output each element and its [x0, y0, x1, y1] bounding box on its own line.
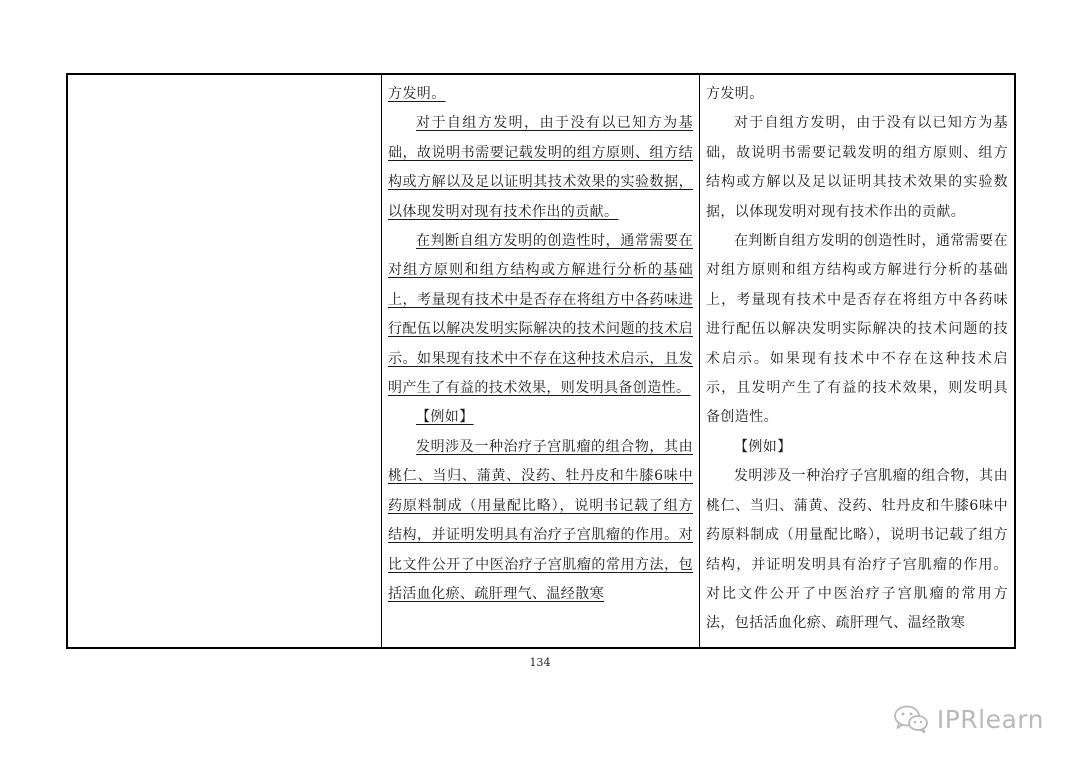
paragraph-text: 在判断自组方发明的创造性时，通常需要在对组方原则和组方结构或方解进行分析的基础上，考量现有技术中是否存在将组方中各药味进行配伍以解决发明实际解决的技术问题的技术启示。如果现有技术中不存在这种技术启示，且发明产生了有益的技术效果，则发明具备创造性。: [388, 233, 693, 397]
paragraph-text: 发明涉及一种治疗子宫肌瘤的组合物，其由桃仁、当归、蒲黄、没药、牡丹皮和牛膝6味中药原料制成（用量配比略），说明书记载了组方结构，并证明发明具有治疗子宫肌瘤的作用。对比文件公开了中医治疗子宫肌瘤的常用方法，包括活血化瘀、疏肝理气、温经散寒: [388, 438, 693, 602]
page-number: 134: [529, 656, 551, 669]
paragraph: [388, 109, 693, 227]
paragraph: 在判断自组方发明的创造性时，通常需要在对组方原则和组方结构或方解进行分析的基础上，考量现有技术中是否存在将组方中各药味进行配伍以解决发明实际解决的技术问题的技术启示。如果现有技术中不存在这种技术启示，且发明产生了有益的技术效果，则发明具备创造性。: [706, 233, 1008, 426]
paragraph: 方发明。: [706, 86, 764, 102]
paragraph: [388, 80, 693, 109]
table-column-empty: [68, 75, 382, 647]
table-column-revised: [382, 75, 700, 647]
paragraph-text: 【例如】: [416, 409, 474, 426]
wechat-icon: [893, 704, 929, 734]
watermark-text: IPRlearn: [936, 704, 1044, 734]
paragraph: 【例如】: [734, 438, 792, 455]
paragraph: [388, 433, 693, 609]
watermark: [893, 702, 1044, 736]
comparison-table: [66, 73, 1016, 649]
paragraph: 发明涉及一种治疗子宫肌瘤的组合物，其由桃仁、当归、蒲黄、没药、牡丹皮和牛膝6味中药原料制成（用量配比略），说明书记载了组方结构，并证明发明具有治疗子宫肌瘤的作用。对比文件公开了中医治疗子宫肌瘤的常用方法，包括活血化瘀、疏肝理气、温经散寒: [706, 468, 1008, 632]
paragraph-text: 对于自组方发明，由于没有以已知方为基础，故说明书需要记载发明的组方原则、组方结构或方解以及足以证明其技术效果的实验数据，以体现发明对现有技术作出的贡献。: [388, 115, 693, 220]
paragraph: [388, 403, 693, 432]
paragraph-text: 方发明。: [388, 86, 446, 102]
paragraph: 对于自组方发明，由于没有以已知方为基础，故说明书需要记载发明的组方原则、组方结构或方解以及足以证明其技术效果的实验数据，以体现发明对现有技术作出的贡献。: [706, 115, 1008, 220]
paragraph: [388, 227, 693, 403]
table-column-original: [700, 75, 1014, 647]
